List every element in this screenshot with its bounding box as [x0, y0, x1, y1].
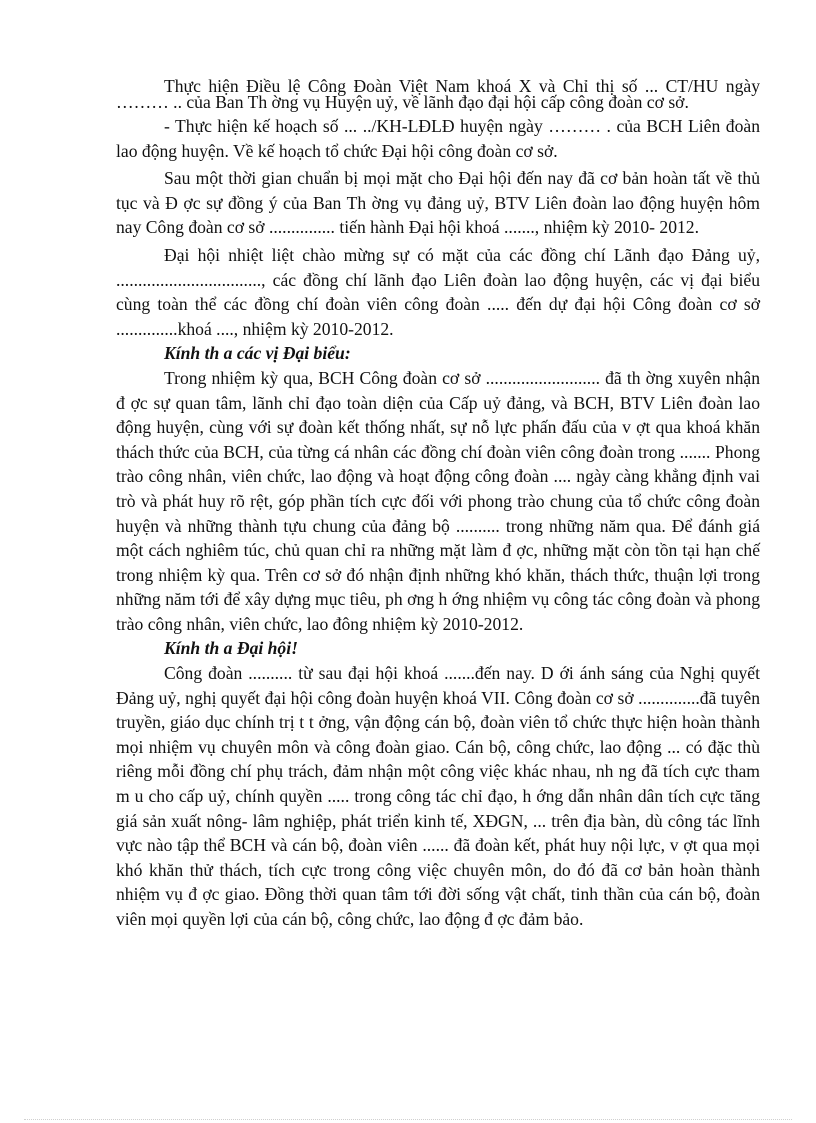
heading-delegates: Kính th a các vị Đại biểu:	[164, 343, 351, 364]
preparation-paragraph: Sau một thời gian chuẩn bị mọi mặt cho Đại hội đến nay đã cơ bản hoàn tất về thủ tục và Đ ợc sự đồng ý của Ban Th ờng vụ đảng uỷ, BTV Liên đoàn lao động huyện hôm nay Công đoàn cơ sở ............... tiến hành Đại hội khoá ......., nhiệm kỳ 2010- 2012.	[116, 168, 760, 238]
achievements-paragraph: Công đoàn .......... từ sau đại hội khoá .......đến nay. D ới ánh sáng của Nghị quyết Đảng uỷ, nghị quyết đại hội công đoàn huyện khoá VII. Công đoàn cơ sở ..............đã tuyên truyền, giáo dục chính trị t t ởng, vận động cán bộ, đoàn viên tổ chức thực hiện hoàn thành mọi nhiệm vụ chuyên môn và công đoàn giao. Cán bộ, công chức, lao động ... có đặc thù riêng mỗi đồng chí phụ trách, đảm nhận một công việc khác nhau, nh ng đã tích cực tham m u cho cấp uỷ, chính quyền ..... trong công tác chỉ đạo, h ớng dẫn nhân dân tích cực tăng giá sản xuất nông- lâm nghiệp, phát triển kinh tế, XĐGN, ... trên địa bàn, dù công tác lĩnh vực nào tập thể BCH và cán bộ, đoàn viên ...... đã đoàn kết, phát huy nội lực, v ợt qua mọi khó khăn thử thách, tích cực trong công việc chuyên môn, do đó đã cơ bản hoàn thành nhiệm vụ đ ợc giao. Đồng thời quan tâm tới đời sống vật chất, tinh thần của cán bộ, đoàn viên mọi quyền lợi của cán bộ, công chức, lao động đ ợc đảm bảo.	[116, 663, 760, 929]
plan-paragraph: - Thực hiện kế hoạch số ... ../KH-LĐLĐ huyện ngày ……… . của BCH Liên đoàn lao động huyện. Về kế hoạch tổ chức Đại hội công đoàn cơ sở.	[116, 116, 760, 161]
intro-paragraph: Thực hiện Điều lệ Công Đoàn Việt Nam khoá X và Chỉ thị số ... CT/HU ngày ……… .. của Ban Th ờng vụ Huyện uỷ, về lãnh đạo đại hội cấp công đoàn cơ sở.	[116, 76, 760, 112]
heading-congress: Kính th a Đại hội!	[164, 638, 298, 659]
term-review-paragraph: Trong nhiệm kỳ qua, BCH Công đoàn cơ sở .......................... đã th ờng xuyên nhận đ ợc sự quan tâm, lãnh chỉ đạo toàn diện của Cấp uỷ đảng, và BCH, BTV Liên đoàn lao động huyện, cùng với sự đoàn kết thống nhất, sự nỗ lực phấn đấu của v ợt qua khoá khăn thách thức của BCH, của từng cá nhân các đồng chí đoàn viên công đoàn trong ....... Phong trào công nhân, viên chức, lao động và hoạt động công đoàn .... ngày càng khẳng định vai trò và phát huy rõ rệt, góp phần tích cực đối với phong trào chung của tổ chức công đoàn huyện và những thành tựu chung của đảng bộ .......... trong những năm qua. Để đánh giá một cách nghiêm túc, chủ quan chỉ ra những mặt làm đ ợc, những mặt còn tồn tại hạn chế trong nhiệm kỳ qua. Trên cơ sở đó nhận định những khó khăn, thách thức, thuận lợi trong những năm tới để xây dựng mục tiêu, ph ơng h ớng nhiệm vụ công tác công đoàn và phong trào công nhân, viên chức, lao đông nhiệm kỳ 2010-2012.	[116, 367, 760, 634]
page-bottom-divider	[24, 1119, 792, 1120]
document-page	[116, 78, 760, 932]
welcome-paragraph: Đại hội nhiệt liệt chào mừng sự có mặt của các đồng chí Lãnh đạo Đảng uỷ, ................................., các đồng chí lãnh đạo Liên đoàn lao động huyện, các vị đại biểu cùng toàn thể các đồng chí đoàn viên công đoàn ..... đến dự đại hội Công đoàn cơ sở ..............khoá ...., nhiệm kỳ 2010-2012.	[116, 244, 760, 339]
